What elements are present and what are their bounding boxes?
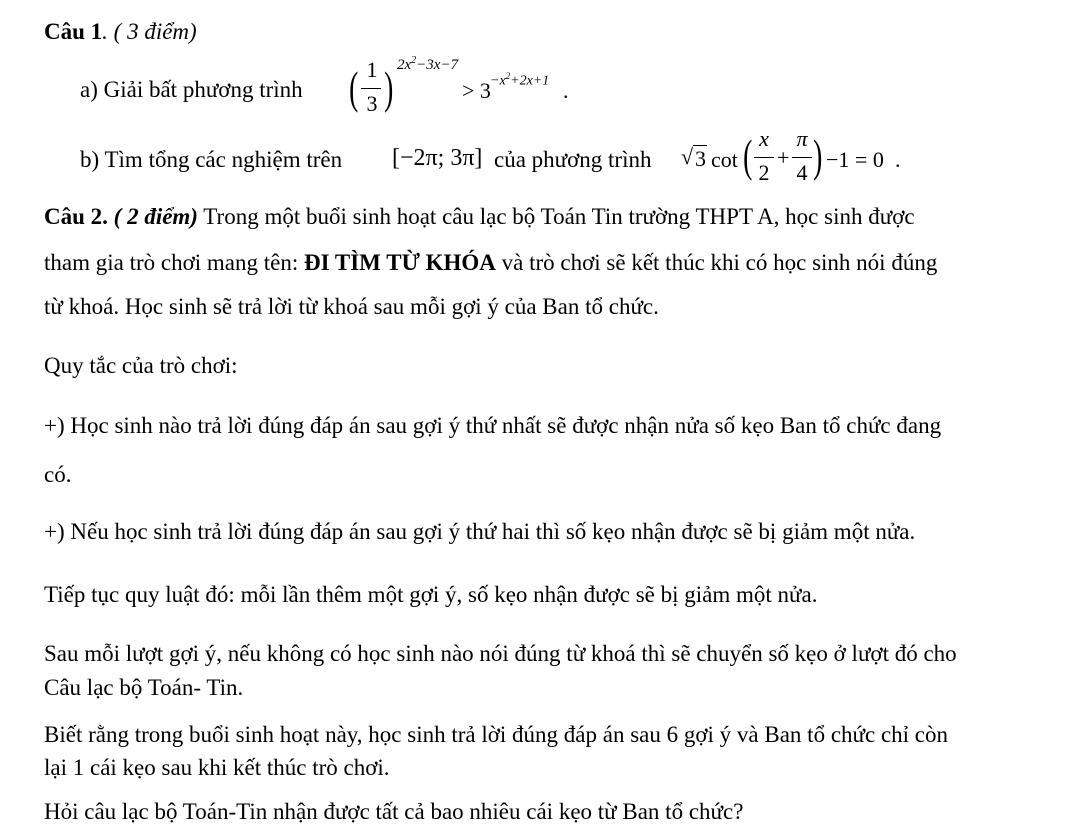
- part-a-frac-num: 1: [366, 57, 378, 82]
- part-b-sqrt-arg: 3: [695, 146, 706, 171]
- rule-4-line-1: Sau mỗi lượt gợi ý, nếu không có học sinh nào nói đúng từ khoá thì sẽ chuyển số kẹo ở lượt đó cho: [44, 641, 957, 666]
- part-b-text: [80, 146, 342, 174]
- part-b-plus: +: [777, 145, 790, 170]
- question-2-label: Câu 2.: [44, 204, 108, 229]
- part-b-cot: cot: [711, 147, 738, 172]
- part-a-rhs-base: > 3: [462, 78, 491, 103]
- question-2-points: ( 2 điểm): [107, 204, 198, 229]
- question-2-line-3: từ khoá. Học sinh sẽ trả lời từ khoá sau mỗi gợi ý của Ban tổ chức.: [44, 294, 659, 319]
- rule-1-line-1: +) Học sinh nào trả lời đúng đáp án sau gợi ý thứ nhất sẽ được nhận nửa số kẹo Ban tổ chức đang: [44, 413, 942, 438]
- part-a-frac-bar: [361, 88, 381, 89]
- part-b-frac2-num: π: [796, 126, 808, 151]
- part-b-prefix: b) Tìm tổng các nghiệm trên: [80, 147, 343, 172]
- part-b-frac1-num: x: [759, 126, 769, 151]
- question-1-points: . ( 3 điểm): [102, 19, 197, 44]
- question-2-intro: Trong một buổi sinh hoạt câu lạc bộ Toán Tin trường THPT A, học sinh được: [197, 204, 915, 229]
- rule-1-line-2: có.: [44, 462, 72, 487]
- question-1-label: Câu 1: [44, 19, 103, 44]
- part-b-interval: [−2π; 3π]: [392, 145, 483, 171]
- rule-4-line-2: Câu lạc bộ Toán- Tin.: [44, 675, 244, 700]
- document-page: Câu 1. ( 3 điểm) a) Giải bất phương trình ( 1 3 ) $2x^2-3x-7$ > 3 $-x^2+2x+1$ . b) Tìm tổng các nghiệm trên [−2π; 3π] của phương trình √ 3 cot ( x 2 + π 4 ) −1 = 0 . Câu 2. ( 2 điểm) Trong một buổi sinh hoạt câu lạc bộ Toán Tin trường THPT A, học sinh được tham gia trò chơi mang tên: ĐI TÌM TỪ KHÓA và trò chơi sẽ kết thúc khi có học sinh nói đúng từ khoá. Học sinh sẽ trả lời từ khoá sau mỗi gợi ý của Ban tổ chức. Quy tắc của trò chơi: +) Học sinh nào trả lời đúng đáp án sau gợi ý thứ nhất sẽ được nhận nửa số kẹo Ban tổ chức đang có. +) Nếu học sinh trả lời đúng đáp án sau gợi ý thứ hai thì số kẹo nhận được sẽ bị giảm một nửa. Tiếp tục quy luật đó: mỗi lần thêm một gợi ý, số kẹo nhận được sẽ bị giảm một nửa. Sau mỗi lượt gợi ý, nếu không có học sinh nào nói đúng từ khoá thì sẽ chuyển số kẹo ở lượt đó cho Câu lạc bộ Toán- Tin. Biết rằng trong buổi sinh hoạt này, học sinh trả lời đúng đáp án sau 6 gợi ý và Ban tổ chức chỉ còn lại 1 cái kẹo sau khi kết thúc trò chơi. Hỏi câu lạc bộ Toán-Tin nhận được tất cả bao nhiêu cái kẹo từ Ban tổ chức?: [44, 19, 957, 824]
- part-a-text: a) Giải bất phương trình: [80, 77, 303, 102]
- game-name: ĐI TÌM TỪ KHÓA: [304, 250, 496, 275]
- part-a-exponent-1: $2x^2-3x-7$: [397, 55, 459, 73]
- rule-2: +) Nếu học sinh trả lời đúng đáp án sau gợi ý thứ hai thì số kẹo nhận được sẽ bị giảm một nửa.: [44, 519, 916, 544]
- part-b-rest: −1 = 0: [826, 147, 884, 172]
- part-b-frac1-den: 2: [758, 160, 770, 185]
- fact-line-1: Biết rằng trong buổi sinh hoạt này, học sinh trả lời đúng đáp án sau 6 gợi ý và Ban tổ chức chỉ còn: [44, 722, 949, 747]
- part-a-end-dot: .: [563, 78, 569, 103]
- rules-title: Quy tắc của trò chơi:: [44, 353, 238, 378]
- part-b-frac2-den: 4: [796, 160, 808, 185]
- question-2-line-1: [44, 203, 915, 231]
- question-2-line-2: tham gia trò chơi mang tên: ĐI TÌM TỪ KHÓA và trò chơi sẽ kết thúc khi có học sinh nói đúng: [44, 250, 938, 275]
- final-question: Hỏi câu lạc bộ Toán-Tin nhận được tất cả bao nhiêu cái kẹo từ Ban tổ chức?: [44, 799, 744, 824]
- rule-3: Tiếp tục quy luật đó: mỗi lần thêm một gợi ý, số kẹo nhận được sẽ bị giảm một nửa.: [44, 582, 818, 607]
- sqrt-icon: √: [681, 144, 694, 169]
- part-b-middle: của phương trình: [494, 147, 652, 172]
- part-a-frac-den: 3: [366, 91, 378, 116]
- part-a-exponent-2: $-x^2+2x+1$: [490, 71, 550, 89]
- fact-line-2: lại 1 cái kẹo sau khi kết thúc trò chơi.: [44, 755, 390, 780]
- question-1-heading: [44, 18, 197, 46]
- part-b-end-dot: .: [895, 147, 901, 172]
